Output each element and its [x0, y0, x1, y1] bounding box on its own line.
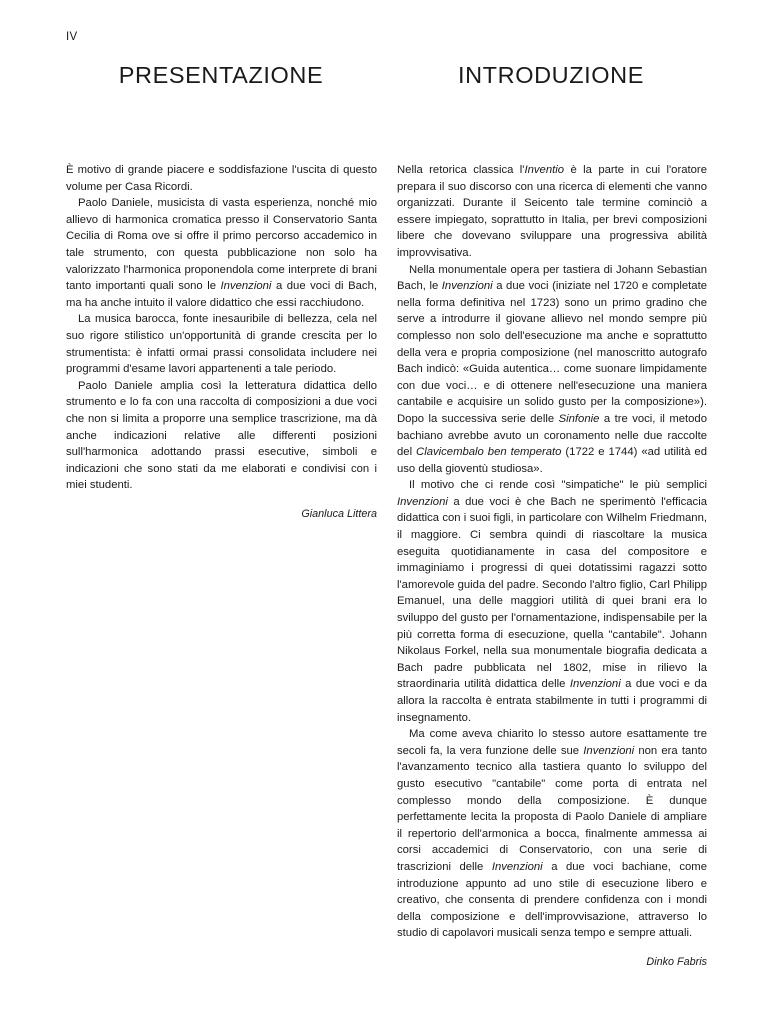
signature-gianluca-littera: Gianluca Littera: [301, 507, 377, 520]
paragraph: [66, 311, 377, 377]
italic-term: Invenzioni: [441, 280, 493, 293]
presentazione-title: PRESENTAZIONE: [118, 62, 324, 88]
italic-term: Clavicembalo ben temperato: [416, 446, 562, 459]
italic-term: Sinfonie: [558, 412, 600, 425]
paragraph-text: È motivo di grande piacere e soddisfazione l'uscita di questo volume per Casa Ricordi.: [66, 164, 377, 193]
paragraph: [397, 477, 707, 726]
page-number: IV: [66, 31, 78, 43]
introduzione-column: [397, 162, 707, 971]
paragraph: [66, 195, 377, 311]
paragraph-text: La musica barocca, fonte inesauribile di bellezza, cela nel suo rigore stilistico un'opportunità di grande crescita per lo strumentista: è infatti ormai prassi consolidata includere nei programmi d'esame lavori appartenenti a tale periodo.: [66, 313, 377, 376]
paragraph-text: Paolo Daniele, musicista di vasta esperienza, nonché mio allievo di harmonica cromatica presso il Conservatorio Santa Cecilia di Roma ove si offre il primo percorso accademico in tale strumento, con questa pubblicazione non solo ha valorizzato l'harmonica proponendola come interprete di brani tanto importanti quali sono le: [66, 197, 377, 293]
paragraph-text: Nella retorica classica l': [397, 164, 525, 176]
paragraph: [397, 726, 707, 942]
paragraph-text: a due voci è che Bach ne sperimentò l'efficacia didattica con i suoi figli, in particolare con Wilhelm Friedmann, il maggiore. Ci sembra quindi di riascoltare la musica eseguita quotidianamente in casa del compositore e immaginiamo i progressi di quei dotatissimi ragazzi sotto l'amorevole guida del padre. Secondo l'altro figlio, Carl Philipp Emanuel, una delle maggiori utilità di quei brani era lo sviluppo del gusto per l'ornamentazione, indispensabile per la più corretta forma di esecuzione, quella "cantabile". Johann Nikolaus Forkel, nella sua monumentale biografia dedicata a Bach padre pubblicata nel 1802, mise in rilievo la straordinaria utilità didattica delle: [397, 495, 707, 691]
paragraph-text: Paolo Daniele amplia così la letteratura didattica dello strumento e lo fa con una raccolta di composizioni a due voci che non si limita a proporre una semplice trascrizione, ma dà anche indicazioni relative alle differenti posizioni sull'harmonica adottando prassi esecutive, simboli e indicazioni che sono stati da me elaborati e condivisi con i miei studenti.: [66, 379, 377, 492]
paragraph-text: è la parte in cui l'oratore prepara il suo discorso con una ricerca di elementi che vanno organizzati. Durante il Seicento tale termine cominciò a essere impiegato, soprattutto in Italia, per brevi composizioni libere che dovevano sviluppare una progressiva abilità improvvisativa.: [397, 164, 707, 259]
italic-term: Invenzioni: [569, 678, 621, 691]
paragraph: [66, 162, 377, 195]
italic-term: Invenzioni: [583, 744, 635, 757]
presentazione-column: [66, 162, 377, 522]
paragraph-text: Nella monumentale opera per tastiera di Johann Sebastian Bach, le: [397, 263, 707, 293]
introduzione-title: INTRODUZIONE: [457, 62, 645, 88]
italic-term: Inventio: [524, 164, 565, 176]
italic-term: Invenzioni: [397, 495, 448, 508]
paragraph-text: a due voci e da allora la raccolta è entrata stabilmente in tutti i programmi di insegnamento.: [397, 678, 707, 724]
italic-term: Invenzioni: [220, 280, 272, 293]
paragraph: [397, 262, 707, 478]
paragraph-text: Il motivo che ci rende così "simpatiche" le più semplici: [409, 479, 707, 492]
paragraph-text: (1722 e 1744) «ad utilità ed uso della gioventù studiosa».: [397, 446, 707, 475]
paragraph-text: non era tanto l'avanzamento tecnico alla tastiera quanto lo sviluppo del gusto esecutivo "cantabile" come porta di entrata nel complesso mondo della composizione. È dunque perfettamente lecita la proposta di Paolo Daniele di ampliare il repertorio dell'armonica a bocca, finalmente ammessa ai corsi accademici di Conservatorio, con una serie di trascrizioni delle: [397, 744, 708, 873]
paragraph: [397, 162, 707, 262]
italic-term: Invenzioni: [491, 860, 543, 873]
paragraph-text: a due voci di Bach, ma ha anche intuito il valore didattico che essi racchiudono.: [66, 280, 377, 309]
paragraph-text: a tre voci, il metodo bachiano avrebbe avuto un coronamento nelle due raccolte del: [397, 412, 707, 459]
signature-dinko-fabris: Dinko Fabris: [646, 955, 707, 968]
paragraph-text: Ma come aveva chiarito lo stesso autore esattamente tre secoli fa, la vera funzione delle sue: [397, 728, 707, 757]
paragraph: [66, 378, 377, 494]
paragraph-text: a due voci (iniziate nel 1720 e completate nella forma definitiva nel 1723) sono un primo gradino che serve a introdurre il giovane allievo nel mondo sempre più complesso non solo dell'esecuzione ma anche e soprattutto della vera e propria composizione (nel manoscritto autografo Bach indicò: «Guida autentica… come suonare limpidamente con due voci… e di ottenere nell'esecuzione una maniera cantabile e acquisire un solido gusto per la composizione»). Dopo la successiva serie delle: [397, 280, 707, 425]
paragraph-text: a due voci bachiane, come introduzione appunto ad uno stile di esecuzione libero e creativo, che consenta di prendere confidenza con i mondi della composizione e dell'improvvisazione, attraverso lo studio di capolavori musicali senza tempo e sempre attuali.: [397, 860, 707, 940]
